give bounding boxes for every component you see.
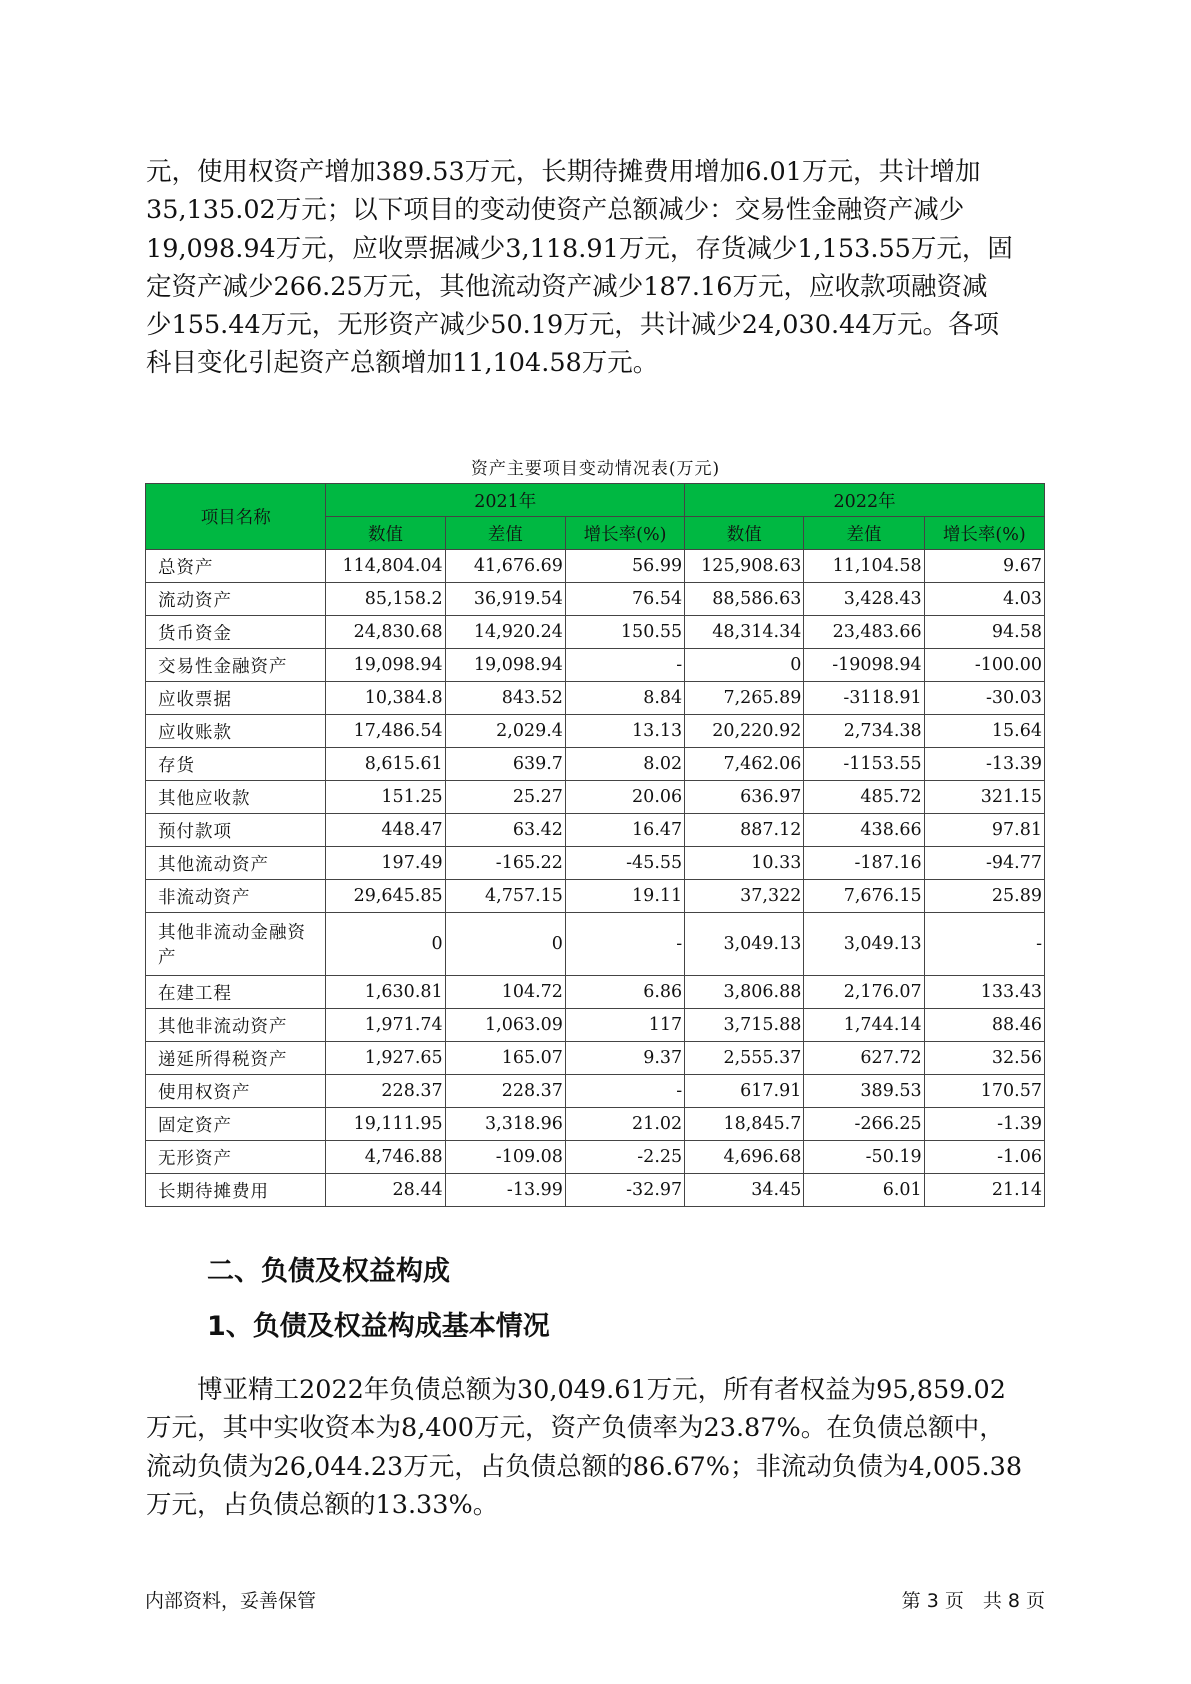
- table-cell: -100.00: [924, 649, 1044, 682]
- table-cell: 7,265.89: [685, 682, 804, 715]
- table-cell: 3,049.13: [804, 913, 924, 976]
- table-cell: 28.44: [326, 1174, 445, 1207]
- subheader-value-2021: 数值: [326, 517, 445, 550]
- table-cell: -13.99: [445, 1174, 565, 1207]
- table-cell: 21.14: [924, 1174, 1044, 1207]
- table-cell: 14,920.24: [445, 616, 565, 649]
- subheader-rate-2022: 增长率(%): [924, 517, 1044, 550]
- table-cell: 94.58: [924, 616, 1044, 649]
- table-cell: 10.33: [685, 847, 804, 880]
- table-cell: 4.03: [924, 583, 1044, 616]
- table-cell: -19098.94: [804, 649, 924, 682]
- table-cell: 88.46: [924, 1009, 1044, 1042]
- table-cell: 228.37: [326, 1075, 445, 1108]
- table-cell: 11,104.58: [804, 550, 924, 583]
- table-cell: -: [924, 913, 1044, 976]
- table-cell: 117: [565, 1009, 684, 1042]
- table-cell: 19,098.94: [326, 649, 445, 682]
- table-cell: -3118.91: [804, 682, 924, 715]
- table-cell: 151.25: [326, 781, 445, 814]
- table-cell: 2,176.07: [804, 976, 924, 1009]
- row-label: 交易性金融资产: [146, 649, 326, 682]
- table-cell: 32.56: [924, 1042, 1044, 1075]
- table-cell: 19.11: [565, 880, 684, 913]
- table-cell: -187.16: [804, 847, 924, 880]
- table-cell: 88,586.63: [685, 583, 804, 616]
- table-cell: -266.25: [804, 1108, 924, 1141]
- row-label: 应收票据: [146, 682, 326, 715]
- table-cell: 37,322: [685, 880, 804, 913]
- table-row: [146, 682, 1045, 715]
- subheader-rate-2021: 增长率(%): [565, 517, 684, 550]
- table-cell: 0: [445, 913, 565, 976]
- subheader-diff-2021: 差值: [445, 517, 565, 550]
- table-cell: 639.7: [445, 748, 565, 781]
- section-heading: 二、负债及权益构成: [207, 1256, 450, 1287]
- row-label: 预付款项: [146, 814, 326, 847]
- table-cell: 23,483.66: [804, 616, 924, 649]
- table-cell: 76.54: [565, 583, 684, 616]
- table-cell: -2.25: [565, 1141, 684, 1174]
- table-row: [146, 616, 1045, 649]
- row-label: 其他应收款: [146, 781, 326, 814]
- table-cell: 170.57: [924, 1075, 1044, 1108]
- text-line: 博亚精工2022年负债总额为30,049.61万元，所有者权益为95,859.02: [146, 1375, 1006, 1405]
- table-cell: 389.53: [804, 1075, 924, 1108]
- table-cell: 9.67: [924, 550, 1044, 583]
- table-caption: 资产主要项目变动情况表(万元): [470, 459, 721, 479]
- row-label: 无形资产: [146, 1141, 326, 1174]
- row-label: 流动资产: [146, 583, 326, 616]
- table-cell: 19,111.95: [326, 1108, 445, 1141]
- table-cell: -32.97: [565, 1174, 684, 1207]
- table-cell: 21.02: [565, 1108, 684, 1141]
- table-cell: 2,734.38: [804, 715, 924, 748]
- table-cell: 13.13: [565, 715, 684, 748]
- table-cell: 165.07: [445, 1042, 565, 1075]
- table-cell: -30.03: [924, 682, 1044, 715]
- table-row: [146, 913, 1045, 976]
- table-cell: 8.84: [565, 682, 684, 715]
- table-cell: -: [565, 913, 684, 976]
- table-cell: 6.86: [565, 976, 684, 1009]
- table-cell: 197.49: [326, 847, 445, 880]
- row-label: 其他非流动资产: [146, 1009, 326, 1042]
- table-row: [146, 1174, 1045, 1207]
- table-cell: 63.42: [445, 814, 565, 847]
- sub-heading: 1、负债及权益构成基本情况: [207, 1311, 550, 1342]
- table-cell: 8.02: [565, 748, 684, 781]
- table-cell: 4,696.68: [685, 1141, 804, 1174]
- table-cell: 3,428.43: [804, 583, 924, 616]
- table-cell: 1,971.74: [326, 1009, 445, 1042]
- liability-paragraph: [146, 1371, 1046, 1524]
- table-cell: -1153.55: [804, 748, 924, 781]
- table-cell: -: [565, 649, 684, 682]
- header-year-2021: 2021年: [326, 484, 685, 517]
- table-cell: -109.08: [445, 1141, 565, 1174]
- table-cell: -165.22: [445, 847, 565, 880]
- table-cell: 7,462.06: [685, 748, 804, 781]
- text-line: 流动负债为26,044.23万元，占负债总额的86.67%；非流动负债为4,005.38: [146, 1451, 1023, 1482]
- table-cell: 1,744.14: [804, 1009, 924, 1042]
- table-cell: 887.12: [685, 814, 804, 847]
- table-cell: 2,029.4: [445, 715, 565, 748]
- text-line: 科目变化引起资产总额增加11,104.58万元。: [146, 348, 659, 379]
- table-row: [146, 649, 1045, 682]
- table-cell: -: [565, 1075, 684, 1108]
- table-cell: 18,845.7: [685, 1108, 804, 1141]
- footer-page-number: 第 3 页 共 8 页: [901, 1590, 1045, 1612]
- table-cell: 3,049.13: [685, 913, 804, 976]
- row-label: 存货: [146, 748, 326, 781]
- table-row: [146, 583, 1045, 616]
- table-cell: 438.66: [804, 814, 924, 847]
- table-cell: 41,676.69: [445, 550, 565, 583]
- table-cell: 1,063.09: [445, 1009, 565, 1042]
- row-label: 非流动资产: [146, 880, 326, 913]
- table-cell: -45.55: [565, 847, 684, 880]
- text-line: 元，使用权资产增加389.53万元，长期待摊费用增加6.01万元，共计增加: [146, 157, 981, 187]
- table-cell: 48,314.34: [685, 616, 804, 649]
- table-cell: 20,220.92: [685, 715, 804, 748]
- table-row: [146, 880, 1045, 913]
- table-row: [146, 1009, 1045, 1042]
- table-cell: 25.27: [445, 781, 565, 814]
- table-cell: -50.19: [804, 1141, 924, 1174]
- row-label: 固定资产: [146, 1108, 326, 1141]
- table-cell: 85,158.2: [326, 583, 445, 616]
- table-cell: 0: [685, 649, 804, 682]
- table-cell: 485.72: [804, 781, 924, 814]
- table-cell: 25.89: [924, 880, 1044, 913]
- table-cell: -1.06: [924, 1141, 1044, 1174]
- table-cell: 627.72: [804, 1042, 924, 1075]
- table-cell: 24,830.68: [326, 616, 445, 649]
- table-cell: 8,615.61: [326, 748, 445, 781]
- table-cell: 321.15: [924, 781, 1044, 814]
- table-cell: 29,645.85: [326, 880, 445, 913]
- row-label: 货币资金: [146, 616, 326, 649]
- table-cell: 15.64: [924, 715, 1044, 748]
- text-line: 少155.44万元，无形资产减少50.19万元，共计减少24,030.44万元。各项: [146, 310, 1000, 341]
- table-row: [146, 1141, 1045, 1174]
- table-cell: 104.72: [445, 976, 565, 1009]
- text-line: 万元，其中实收资本为8,400万元，资产负债率为23.87%。在负债总额中，: [146, 1413, 1005, 1444]
- table-row: [146, 1042, 1045, 1075]
- intro-paragraph: [146, 153, 1046, 383]
- row-label: 在建工程: [146, 976, 326, 1009]
- table-cell: 10,384.8: [326, 682, 445, 715]
- table-cell: 3,318.96: [445, 1108, 565, 1141]
- table-cell: -13.39: [924, 748, 1044, 781]
- table-cell: 6.01: [804, 1174, 924, 1207]
- subheader-diff-2022: 差值: [804, 517, 924, 550]
- table-cell: 4,746.88: [326, 1141, 445, 1174]
- table-cell: 36,919.54: [445, 583, 565, 616]
- table-cell: 56.99: [565, 550, 684, 583]
- asset-change-table: [145, 483, 1045, 1207]
- table-cell: 150.55: [565, 616, 684, 649]
- table-row: [146, 814, 1045, 847]
- table-cell: 125,908.63: [685, 550, 804, 583]
- table-cell: 16.47: [565, 814, 684, 847]
- row-label: 递延所得税资产: [146, 1042, 326, 1075]
- subheader-value-2022: 数值: [685, 517, 804, 550]
- text-line: 万元，占负债总额的13.33%。: [146, 1489, 499, 1520]
- row-label: 总资产: [146, 550, 326, 583]
- table-cell: 34.45: [685, 1174, 804, 1207]
- table-cell: 3,806.88: [685, 976, 804, 1009]
- text-line: 定资产减少266.25万元，其他流动资产减少187.16万元，应收款项融资减: [146, 271, 988, 302]
- table-cell: 133.43: [924, 976, 1044, 1009]
- table-row: [146, 847, 1045, 880]
- table-cell: 7,676.15: [804, 880, 924, 913]
- header-item-name: 项目名称: [146, 484, 326, 550]
- table-cell: 617.91: [685, 1075, 804, 1108]
- table-row: [146, 1108, 1045, 1141]
- table-cell: 1,927.65: [326, 1042, 445, 1075]
- footer-confidential-note: 内部资料，妥善保管: [145, 1590, 317, 1612]
- row-label: 应收账款: [146, 715, 326, 748]
- table-row: [146, 976, 1045, 1009]
- table-cell: 448.47: [326, 814, 445, 847]
- table-cell: 1,630.81: [326, 976, 445, 1009]
- table-cell: 636.97: [685, 781, 804, 814]
- text-line: 19,098.94万元，应收票据减少3,118.91万元，存货减少1,153.55万元，固: [146, 233, 1013, 264]
- table-row: [146, 748, 1045, 781]
- table-row: [146, 781, 1045, 814]
- header-year-2022: 2022年: [685, 484, 1045, 517]
- row-label: 其他流动资产: [146, 847, 326, 880]
- table-cell: 0: [326, 913, 445, 976]
- table-row: [146, 1075, 1045, 1108]
- table-row: [146, 550, 1045, 583]
- table-cell: 4,757.15: [445, 880, 565, 913]
- table-cell: 9.37: [565, 1042, 684, 1075]
- table-cell: -94.77: [924, 847, 1044, 880]
- table-body: [146, 550, 1045, 1207]
- table-cell: 2,555.37: [685, 1042, 804, 1075]
- table-cell: 17,486.54: [326, 715, 445, 748]
- row-label: 长期待摊费用: [146, 1174, 326, 1207]
- table-cell: 3,715.88: [685, 1009, 804, 1042]
- row-label: 使用权资产: [146, 1075, 326, 1108]
- table-cell: 114,804.04: [326, 550, 445, 583]
- table-cell: 228.37: [445, 1075, 565, 1108]
- text-line: 35,135.02万元；以下项目的变动使资产总额减少：交易性金融资产减少: [146, 195, 965, 226]
- table-cell: 843.52: [445, 682, 565, 715]
- table-cell: 19,098.94: [445, 649, 565, 682]
- table-cell: 20.06: [565, 781, 684, 814]
- table-cell: -1.39: [924, 1108, 1044, 1141]
- table-row: [146, 715, 1045, 748]
- row-label: 其他非流动金融资产: [146, 913, 326, 976]
- table-cell: 97.81: [924, 814, 1044, 847]
